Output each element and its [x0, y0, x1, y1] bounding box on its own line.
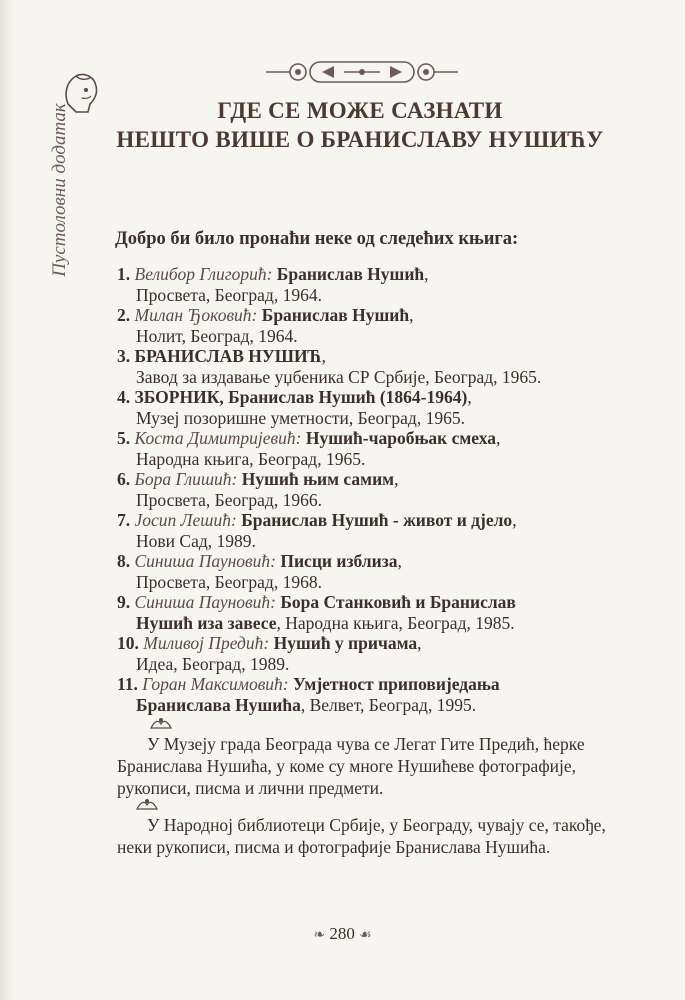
book-item	[117, 510, 657, 551]
book-author: Бора Глишић:	[134, 469, 238, 489]
page-title-line-1: ГДЕ СЕ МОЖЕ САЗНАТИ	[217, 98, 503, 123]
book-publication	[117, 695, 657, 716]
book-publication: Завод за издавање уџбеника СР Србије, Београд, 1965.	[136, 366, 542, 387]
book-title-punct: ,	[397, 551, 402, 571]
book-item	[117, 264, 657, 305]
book-list	[117, 264, 657, 715]
book-publication	[117, 613, 657, 634]
page-footer	[0, 924, 685, 944]
book-title: Нушић њим самим	[237, 469, 395, 489]
page-title	[60, 96, 660, 154]
book-author: Јосип Лешић:	[134, 510, 237, 530]
book-publication-text: , Велвет, Београд, 1995.	[300, 694, 477, 715]
book-item	[117, 592, 657, 633]
book-title: Умјетност приповиједања	[288, 674, 500, 694]
book-publication: Просвета, Београд, 1964.	[136, 284, 322, 305]
page-spine-shadow	[0, 0, 14, 1000]
book-publication-text: , Народна књига, Београд, 1985.	[276, 612, 515, 633]
book-title: Бранислав Нушић	[257, 305, 410, 325]
book-title: Нушић у причама	[269, 633, 418, 653]
book-number: 6.	[117, 469, 131, 489]
museum-note: У Музеју града Београда чува се Легат Гите Предић, ћерке Бранислава Нушића, у коме су многе Нушићеве фотографије, рукописи, писма и лични предмети.	[117, 734, 585, 798]
book-title-punct: ,	[409, 305, 414, 325]
book-title-punct: ,	[496, 428, 501, 448]
book-title-punct: ,	[417, 633, 422, 653]
book-number: 10.	[117, 633, 139, 653]
book-title: ЗБОРНИК, Бранислав Нушић (1864-1964)	[134, 387, 468, 407]
book-list-intro: Добро би било пронаћи неке од следећих књига:	[115, 229, 519, 249]
book-number: 11.	[117, 674, 138, 694]
book-item	[117, 674, 657, 715]
book-number: 1.	[117, 264, 131, 284]
book-publication: Народна књига, Београд, 1965.	[136, 448, 366, 469]
book-title: БРАНИСЛАВ НУШИЋ	[134, 346, 322, 366]
book-title: Писци изблиза	[275, 551, 398, 571]
book-item	[117, 469, 657, 510]
side-section-label: Пустоловни додатак	[49, 103, 70, 277]
book-publication: Нолит, Београд, 1964.	[136, 325, 298, 346]
title-ornament-icon	[264, 58, 460, 86]
book-title-punct: ,	[321, 346, 326, 366]
book-title-punct: ,	[467, 387, 472, 407]
book-title-punct: ,	[512, 510, 517, 530]
page-number: 280	[329, 924, 355, 943]
book-title-punct: ,	[424, 264, 429, 284]
book-title: Бранислав Нушић - живот и дјело	[236, 510, 513, 530]
page-title-line-2: НЕШТО ВИШЕ О БРАНИСЛАВУ НУШИЋУ	[116, 127, 604, 152]
book-author: Велибор Глигорић:	[134, 264, 273, 284]
book-title: Нушић-чаробњак смеха	[301, 428, 496, 448]
book-item	[117, 633, 657, 674]
book-item	[117, 346, 657, 387]
book-number: 8.	[117, 551, 131, 571]
book-title-continued: Нушић иза завесе	[136, 612, 277, 633]
book-title-continued: Бранислава Нушића	[136, 694, 301, 715]
book-number: 4.	[117, 387, 131, 407]
book-publication: Просвета, Београд, 1968.	[136, 571, 322, 592]
book-publication: Просвета, Београд, 1966.	[136, 489, 322, 510]
book-author: Синиша Пауновић:	[134, 592, 276, 612]
book-number: 5.	[117, 428, 131, 448]
book-number: 3.	[117, 346, 131, 366]
book-item	[117, 305, 657, 346]
book-title: Бранислав Нушић	[272, 264, 425, 284]
footer-ornament-right-icon: ☙	[359, 928, 372, 943]
book-author: Миливој Предић:	[143, 633, 270, 653]
book-title-punct: ,	[394, 469, 399, 489]
book-item	[117, 387, 657, 428]
book-title: Бора Станковић и Бранислав	[275, 592, 516, 612]
book-publication: Музеј позоришне уметности, Београд, 1965.	[136, 407, 465, 428]
book-author: Синиша Пауновић:	[134, 551, 276, 571]
footer-ornament-left-icon: ❧	[313, 928, 326, 943]
fleuron-icon	[136, 797, 158, 811]
book-item	[117, 551, 657, 592]
book-number: 9.	[117, 592, 131, 612]
book-item	[117, 428, 657, 469]
book-number: 2.	[117, 305, 131, 325]
book-publication: Идеа, Београд, 1989.	[136, 653, 290, 674]
library-note: У Народној библиотеци Србије, у Београду, чувају се, такође, неки рукописи, писма и фотографије Бранислава Нушића.	[117, 815, 606, 857]
book-number: 7.	[117, 510, 131, 530]
book-author: Горан Максимовић:	[142, 674, 289, 694]
fleuron-icon	[150, 716, 172, 730]
book-author: Коста Димитријевић:	[134, 428, 302, 448]
book-publication: Нови Сад, 1989.	[136, 530, 256, 551]
book-author: Милан Ђоковић:	[134, 305, 258, 325]
